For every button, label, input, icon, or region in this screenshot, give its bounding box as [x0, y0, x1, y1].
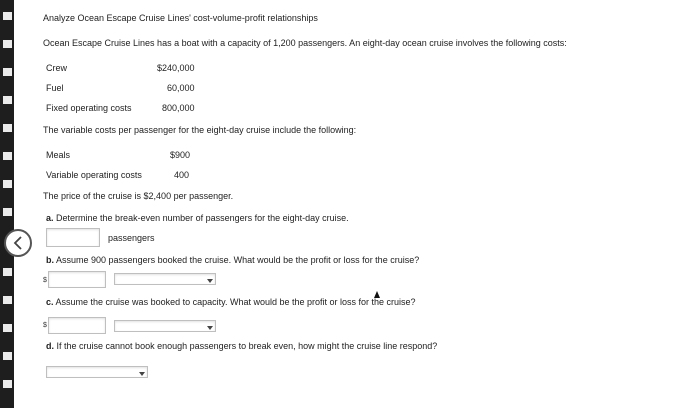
cost-value-meals: $900	[170, 150, 191, 160]
variable-intro: The variable costs per passenger for the eight-day cruise include the following:	[43, 125, 357, 135]
strip-segment	[3, 268, 12, 276]
chevron-down-icon	[207, 279, 213, 283]
strip-segment	[3, 296, 12, 304]
question-b-text: Assume 900 passengers booked the cruise. What would be the profit or loss for the cruise?	[56, 255, 420, 265]
question-a-letter: a.	[46, 213, 54, 223]
back-button[interactable]	[4, 229, 32, 257]
cost-label-variable-operating: Variable operating costs	[46, 170, 142, 180]
cost-value-variable-operating: 400	[174, 170, 190, 180]
cost-label-fuel: Fuel	[46, 83, 64, 93]
profit-loss-select-b[interactable]	[114, 273, 216, 285]
strip-segment	[3, 208, 12, 216]
price-text: The price of the cruise is $2,400 per passenger.	[43, 191, 234, 201]
passengers-unit-label: passengers	[108, 233, 155, 243]
cost-value-crew: $240,000	[157, 63, 195, 73]
problem-intro: Ocean Escape Cruise Lines has a boat with a capacity of 1,200 passengers. An eight-day ocean cruise involves the following costs:	[43, 38, 567, 48]
cost-label-fixed-operating: Fixed operating costs	[46, 103, 132, 113]
profit-loss-select-c[interactable]	[114, 320, 216, 332]
question-b	[46, 255, 419, 265]
question-a-text: Determine the break-even number of passengers for the eight-day cruise.	[56, 213, 349, 223]
cost-label-meals: Meals	[46, 150, 71, 160]
left-panel-strip	[0, 0, 14, 408]
question-d-text: If the cruise cannot book enough passengers to break even, how might the cruise line respond?	[56, 341, 438, 351]
question-a	[46, 213, 349, 223]
strip-segment	[3, 180, 12, 188]
question-d-letter: d.	[46, 341, 54, 351]
currency-symbol-b: $	[43, 277, 47, 284]
break-even-passengers-input[interactable]	[46, 228, 100, 247]
strip-segment	[3, 68, 12, 76]
cost-value-fixed-operating: 800,000	[162, 103, 195, 113]
question-b-letter: b.	[46, 255, 54, 265]
currency-symbol-c: $	[43, 322, 47, 329]
cost-label-crew: Crew	[46, 63, 68, 73]
response-select-d[interactable]	[46, 366, 148, 378]
strip-segment	[3, 40, 12, 48]
strip-segment	[3, 352, 12, 360]
question-d	[46, 341, 437, 351]
mouse-pointer-icon	[374, 291, 380, 298]
cost-value-fuel: 60,000	[167, 83, 195, 93]
chevron-down-icon	[207, 326, 213, 330]
profit-loss-amount-b-input[interactable]	[48, 271, 106, 288]
question-c-letter: c.	[46, 297, 54, 307]
strip-segment	[3, 324, 12, 332]
strip-segment	[3, 96, 12, 104]
chevron-left-icon	[12, 236, 24, 250]
strip-segment	[3, 124, 12, 132]
chevron-down-icon	[139, 372, 145, 376]
strip-segment	[3, 12, 12, 20]
profit-loss-amount-c-input[interactable]	[48, 317, 106, 334]
question-c-text: Assume the cruise was booked to capacity. What would be the profit or loss for the cruise?	[55, 297, 416, 307]
question-c	[46, 297, 416, 307]
problem-title: Analyze Ocean Escape Cruise Lines' cost-volume-profit relationships	[43, 13, 318, 23]
strip-segment	[3, 152, 12, 160]
strip-segment	[3, 380, 12, 388]
